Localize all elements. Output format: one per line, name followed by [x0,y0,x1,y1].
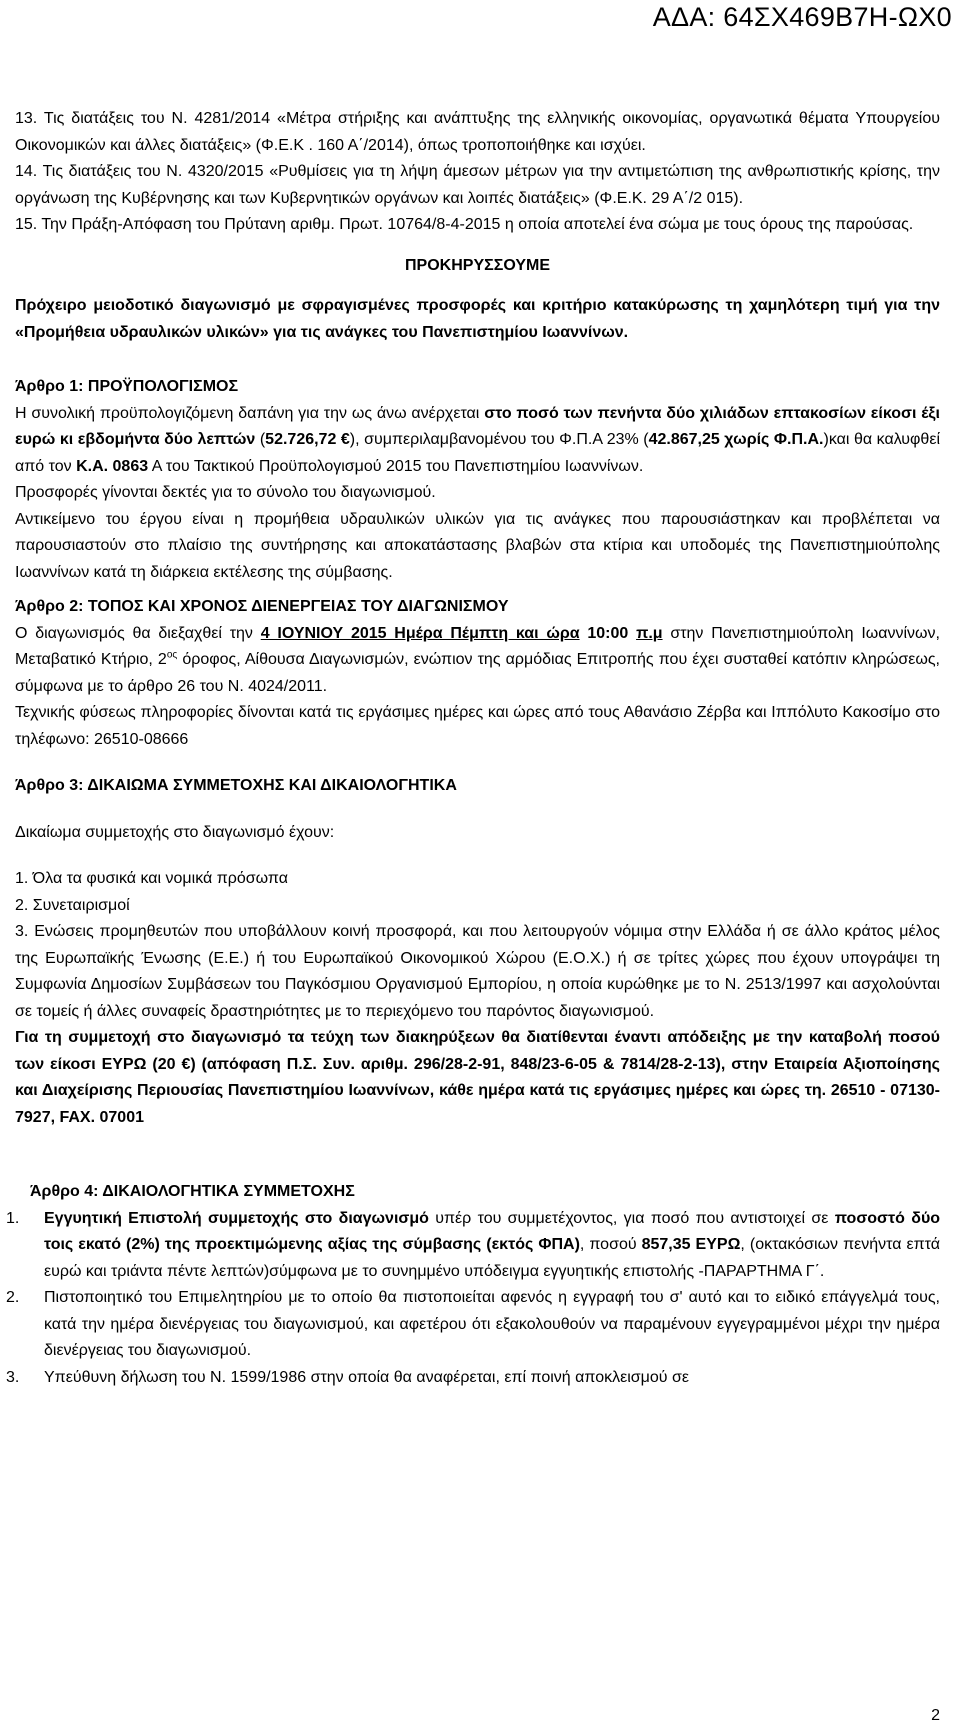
guarantee-amount: 857,35 ΕΥΡΩ [641,1236,741,1253]
article-3-heading: Άρθρο 3: ΔΙΚΑΙΩΜΑ ΣΥΜΜΕΤΟΧΗΣ ΚΑΙ ΔΙΚΑΙΟΛΟΓΗΤΙΚΑ [15,777,457,794]
tender-time-pm: π.μ [636,624,663,642]
tender-date: 4 ΙΟΥΝΙΟΥ 2015 Ημέρα Πέμπτη και ώρα [260,624,580,642]
article-4-list [6,1206,941,1392]
clause-13: 13. Τις διατάξεις του Ν. 4281/2014 «Μέτρα στήριξης και ανάπτυξης της ελληνικής οικονομίας, οργανωτικά θέματα Υπουργείου Οικονομικών και άλλες διατάξεις» (Φ.Ε.Κ . 160 Α΄/2014), όπως τροποποιήθηκε και ισχύει. [15,110,940,154]
article-1-offers: Προσφορές γίνονται δεκτές για το σύνολο του διαγωνισμού. [15,484,436,501]
clause-14: 14. Τις διατάξεις του Ν. 4320/2015 «Ρυθμίσεις για τη λήψη άμεσων μέτρων για την αντιμετώπιση της ανθρωπιστικής κρίσης, την οργάνωση της Κυβέρνησης και των Κυβερνητικών οργάνων και λοιπές διατάξεις» (Φ.Ε.Κ. 29 Α΄/2 015). [15,163,940,207]
article-1-subject: Αντικείμενο του έργου είναι η προμήθεια υδραυλικών υλικών για τις ανάγκες που παρουσιάστηκαν και προβλέπεται να παρουσιαστούν στο πλαίσιο της συντήρησης και αποκατάστασης βλαβών στα κτίρια και υποδομές της Πανεπιστημιούπολης Ιωαννίνων κατά τη διάρκεια εκτέλεσης της σύμβασης. [15,510,940,581]
floor-suffix: ος [166,649,178,661]
proclaim-title: ΠΡΟΚΗΡΥΣΣΟΥΜΕ [405,256,550,274]
article-2-heading: Άρθρο 2: ΤΟΠΟΣ ΚΑΙ ΧΡΟΝΟΣ ΔΙΕΝΕΡΓΕΙΑΣ ΤΟΥ ΔΙΑΓΩΝΙΣΜΟΥ [15,598,509,615]
budget-code: Κ.Α. 0863 [76,457,149,475]
article-4-heading: Άρθρο 4: ΔΙΚΑΙΟΛΟΓΗΤΙΚΑ ΣΥΜΜΕΤΟΧΗΣ [30,1183,355,1200]
article-2-schedule: Ο διαγωνισμός θα διεξαχθεί την 4 ΙΟΥΝΙΟΥ 2015 Ημέρα Πέμπτη και ώρα 10:00 π.μ στην Πανεπιστημιούπολη Ιωαννίνων, Μεταβατικό Κτήριο, $2^{o\varsigma}$ όροφος, Αίθουσα Διαγωνισμών, ενώπιον της αρμόδιας Επιτροπής που έχει συσταθεί κατόπιν κληρώσεως, σύμφωνα με το άρθρο 26 του Ν. 4024/2011. [15,624,941,695]
budget-amount: 52.726,72 € [265,431,350,448]
budget-net-amount: 42.867,25 χωρίς Φ.Π.Α. [648,431,824,448]
list-item: 2. Πιστοποιητικό του Επιμελητηρίου με το οποίο θα πιστοποιείται αφενός η εγγραφή του σ' αυτό και το ειδικό επάγγελμά τους, κατά την ημέρα διενέργειας του διαγωνισμού, και αφετέρου ότι εξακολουθούν να παραμένουν εγγεγραμμένοι μέχρι την ημέρα διενέργειας του διαγωνισμού. [6,1289,940,1359]
budget-amount-words: στο ποσό των πενήντα δύο χιλιάδων επτακοσίων είκοσι έξι ευρώ κι εβδομήντα δύο λεπτών [15,404,941,448]
eligible-item-2: 2. Συνεταιρισμοί [15,896,130,914]
eligible-item-1: 1. Όλα τα φυσικά και νομικά πρόσωπα [15,870,288,887]
document-body [6,106,941,1391]
article-1-title: ΠΡΟΫΠΟΛΟΓΙΣΜΟΣ [87,378,239,395]
article-3-fee: Για τη συμμετοχή στο διαγωνισμό τα τεύχη των διακηρύξεων θα διατίθενται έναντι απόδειξης με την καταβολή ποσού των είκοσι ΕΥΡΩ (20 €) (απόφαση Π.Σ. Συν. αριθμ. 296/28-2-91, 848/23-6-05 & 7814/28-2-13), στην Εταιρεία Αξιοποίησης και Διαχείρισης Περιουσίας Πανεπιστημίου Ιωαννίνων, κάθε ημέρα κατά τις εργάσιμες ημέρες και ώρες τη. 26510 - 07130-7927, FAX. 07001 [15,1029,940,1126]
article-1-prefix: Άρθρο 1: [15,378,88,395]
guarantee-title: Εγγυητική Επιστολή συμμετοχής στο διαγωνισμό [44,1209,429,1227]
clause-15: 15. Την Πράξη-Απόφαση του Πρύτανη αριθμ. Πρωτ. 10764/8-4-2015 η οποία αποτελεί ένα σώμα με τους όρους της παρούσας. [15,216,914,233]
proclaim-text: Πρόχειρο μειοδοτικό διαγωνισμό με σφραγισμένες προσφορές και κριτήριο κατακύρωσης τη χαμηλότερη τιμή για την «Προμήθεια υδραυλικών υλικών» για τις ανάγκες του Πανεπιστημίου Ιωαννίνων. [15,297,940,341]
article-1-heading [15,374,940,401]
eligible-item-3: 3. Ενώσεις προμηθευτών που υποβάλλουν κοινή προσφορά, και που λειτουργούν νόμιμα στην Ελλάδα ή σε άλλο κράτος μέλος της Ευρωπαϊκής Ένωσης (Ε.Ε.) ή του Ευρωπαϊκού Οικονομικού Χώρου (Ε.Ο.Χ.) ή σε τρίτες χώρες που έχουν υπογράψει τη Συμφωνία Δημοσίων Συμβάσεων του Παγκόσμιου Οργανισμού Εμπορίου, η οποία κυρώθηκε με το Ν. 2513/1997 και ασχολούνται σε τομείς ή άλλες συναφείς δραστηριότητες με το περιεχόμενο του παρόντος διαγωνισμού. [15,923,940,1020]
article-2-contact: Τεχνικής φύσεως πληροφορίες δίνονται κατά τις εργάσιμες ημέρες και ώρες από τους Αθανάσιο Ζέρβα και Ιππόλυτο Κακοσίμο στο τηλέφωνο: 26510-08666 [15,704,940,748]
ada-code: ΑΔΑ: 64ΣΧ469Β7Η-ΩΧ0 [652,2,952,32]
tender-time: 10:00 [587,624,629,642]
guarantee-percentage: ποσοστό δύο τοις εκατό (2%) της προεκτιμώμενης αξίας της σύμβασης (εκτός ΦΠΑ) [44,1209,941,1253]
list-item: 3. Υπεύθυνη δήλωση του Ν. 1599/1986 στην οποία θα αναφέρεται, επί ποινή αποκλεισμού σε [6,1368,689,1386]
article-3-intro: Δικαίωμα συμμετοχής στο διαγωνισμό έχουν: [15,823,335,841]
list-item: 1. Εγγυητική Επιστολή συμμετοχής στο διαγωνισμό υπέρ του συμμετέχοντος, για ποσό που αντιστοιχεί σε ποσοστό δύο τοις εκατό (2%) της προεκτιμώμενης αξίας της σύμβασης (εκτός ΦΠΑ), ποσού 857,35 ΕΥΡΩ, (οκτακόσιων πενήντα επτά ευρώ και τριάντα πέντε λεπτών)σύμφωνα με το συνημμένο υπόδειγμα εγγυητικής επιστολής -ΠΑΡΑΡΤΗΜΑ Γ΄. [6,1209,941,1280]
page-number: 2 [931,1707,940,1724]
article-1-budget: Η συνολική προϋπολογιζόμενη δαπάνη για την ως άνω ανέρχεται στο ποσό των πενήντα δύο χιλιάδων επτακοσίων είκοσι έξι ευρώ κι εβδομήντα δύο λεπτών (52.726,72 €), συμπεριλαμβανομένου του Φ.Π.Α 23% (42.867,25 χωρίς Φ.Π.Α.)και θα καλυφθεί από τον Κ.Α. 0863 Α του Τακτικού Προϋπολογισμού 2015 του Πανεπιστημίου Ιωαννίνων. [15,404,941,475]
